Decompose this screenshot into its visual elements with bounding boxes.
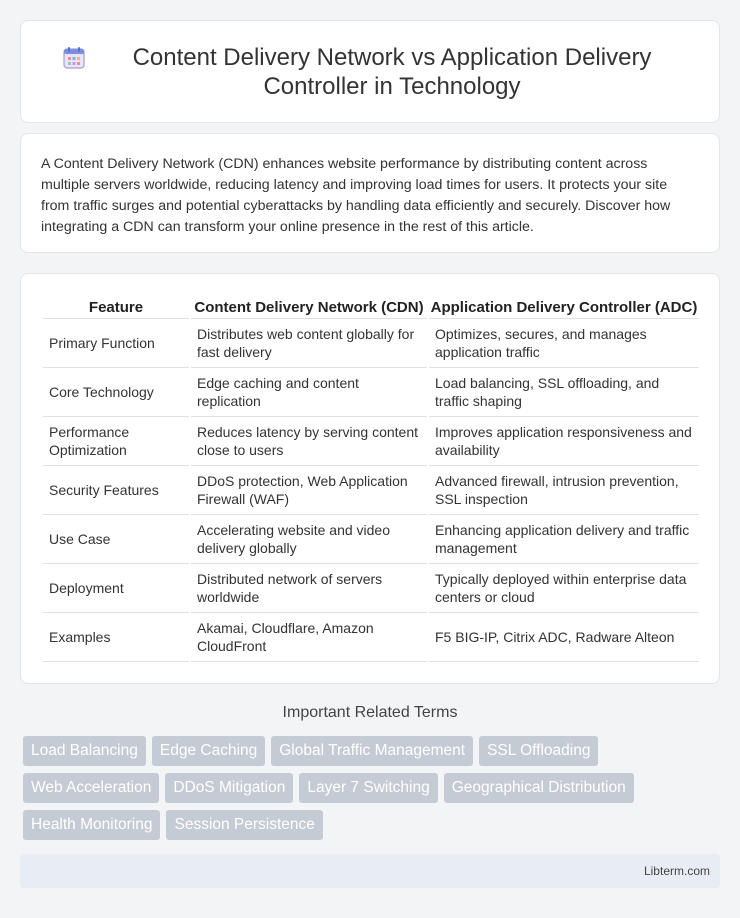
- table-cell-adc: Load balancing, SSL offloading, and traffic shaping: [429, 368, 699, 417]
- related-terms-heading: Important Related Terms: [282, 704, 458, 721]
- intro-paragraph: A Content Delivery Network (CDN) enhances website performance by distributing content across multiple servers worldwide, reducing latency and improving load times for users. It protects your site from traffic surges and potential cyberattacks by handling data efficiently and securely. Discover how integrating a CDN can transform your online presence in the rest of this article.: [41, 156, 671, 235]
- calendar-icon: [61, 45, 87, 71]
- table-cell-cdn: Edge caching and content replication: [191, 368, 427, 417]
- related-terms-tags: [23, 736, 723, 840]
- table-header-row: [43, 294, 699, 319]
- tag-health-monitoring[interactable]: Health Monitoring: [23, 810, 160, 840]
- table-cell-cdn: DDoS protection, Web Application Firewall (WAF): [191, 466, 427, 515]
- tag-session-persistence[interactable]: Session Persistence: [166, 810, 322, 840]
- table-cell-adc: Typically deployed within enterprise data centers or cloud: [429, 564, 699, 613]
- footer: [20, 854, 720, 888]
- tag-layer-7-switching[interactable]: Layer 7 Switching: [299, 773, 437, 803]
- column-header-feature: Feature: [43, 294, 189, 319]
- tag-ssl-offloading[interactable]: SSL Offloading: [479, 736, 598, 766]
- tag-web-acceleration[interactable]: Web Acceleration: [23, 773, 159, 803]
- table-cell-feature: Deployment: [43, 564, 189, 613]
- table-cell-adc: Optimizes, secures, and manages application traffic: [429, 319, 699, 368]
- table-cell-adc: Improves application responsiveness and availability: [429, 417, 699, 466]
- column-header-cdn: Content Delivery Network (CDN): [191, 294, 427, 319]
- tag-edge-caching[interactable]: Edge Caching: [152, 736, 265, 766]
- table-row: [43, 417, 699, 466]
- table-cell-adc: Advanced firewall, intrusion prevention, SSL inspection: [429, 466, 699, 515]
- table-cell-feature: Core Technology: [43, 368, 189, 417]
- table-cell-cdn: Akamai, Cloudflare, Amazon CloudFront: [191, 613, 427, 662]
- table-cell-cdn: Distributes web content globally for fast delivery: [191, 319, 427, 368]
- intro-card: [20, 133, 720, 253]
- table-row: [43, 564, 699, 613]
- page-title: Content Delivery Network vs Application Delivery Controller in Technology: [132, 43, 652, 100]
- table-cell-feature: Performance Optimization: [43, 417, 189, 466]
- table-cell-cdn: Reduces latency by serving content close to users: [191, 417, 427, 466]
- table-cell-adc: Enhancing application delivery and traffic management: [429, 515, 699, 564]
- table-row: [43, 515, 699, 564]
- table-cell-feature: Examples: [43, 613, 189, 662]
- table-row: [43, 613, 699, 662]
- comparison-table-card: [20, 273, 720, 684]
- table-cell-feature: Security Features: [43, 466, 189, 515]
- column-header-adc: Application Delivery Controller (ADC): [429, 294, 699, 319]
- table-cell-feature: Use Case: [43, 515, 189, 564]
- tag-global-traffic-management[interactable]: Global Traffic Management: [271, 736, 473, 766]
- table-cell-cdn: Accelerating website and video delivery globally: [191, 515, 427, 564]
- tag-load-balancing[interactable]: Load Balancing: [23, 736, 146, 766]
- table-row: [43, 319, 699, 368]
- table-row: [43, 466, 699, 515]
- footer-site-link[interactable]: Libterm.com: [643, 864, 710, 878]
- table-cell-feature: Primary Function: [43, 319, 189, 368]
- table-cell-adc: F5 BIG-IP, Citrix ADC, Radware Alteon: [429, 613, 699, 662]
- header-card: [20, 20, 720, 123]
- comparison-table: [41, 294, 701, 662]
- table-row: [43, 368, 699, 417]
- tag-ddos-mitigation[interactable]: DDoS Mitigation: [165, 773, 293, 803]
- title-wrap: [61, 43, 679, 101]
- tag-geographical-distribution[interactable]: Geographical Distribution: [444, 773, 634, 803]
- table-cell-cdn: Distributed network of servers worldwide: [191, 564, 427, 613]
